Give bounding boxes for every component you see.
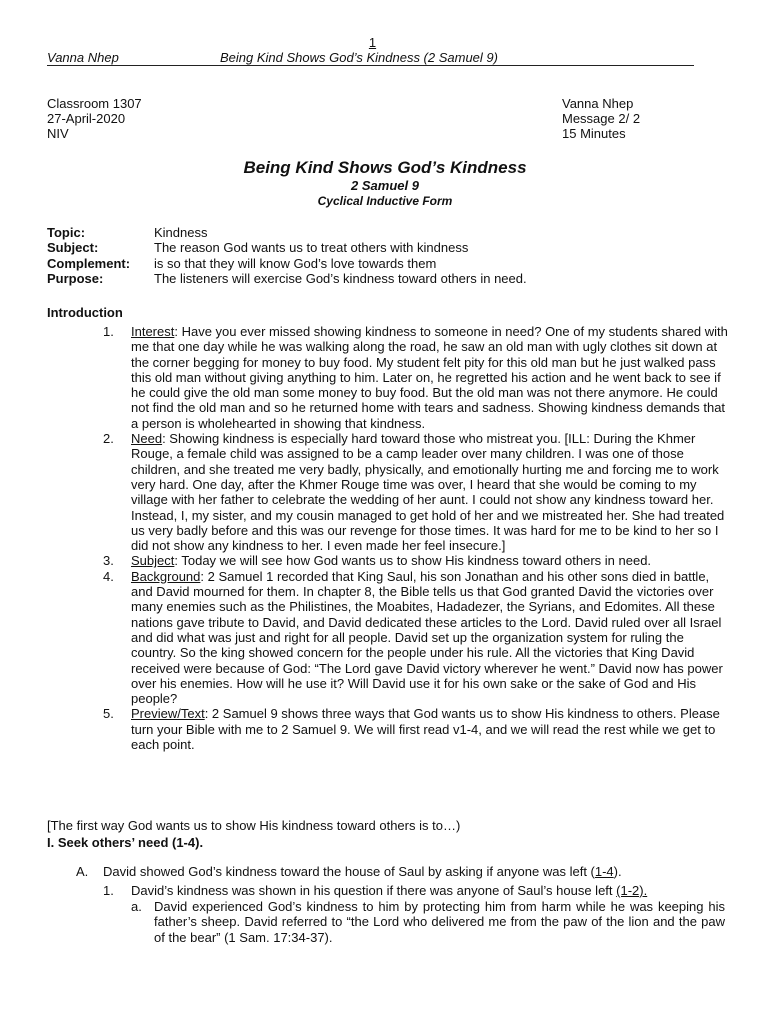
subpoint-marker: a.: [131, 899, 142, 914]
info-label: Topic:: [47, 225, 86, 240]
info-value: is so that they will know God’s love towards them: [154, 255, 437, 271]
meta-message: Message 2/ 2: [562, 111, 641, 126]
scripture-ref: (1-2).: [616, 883, 648, 898]
meta-version: NIV: [47, 126, 69, 141]
item-lead: Interest: [131, 324, 175, 339]
item-text: : Have you ever missed showing kindness to someone in need? One of my students shared with me that one day while he was walking along the road, he saw an old man with ugly clothes sit down at the corner begging for money to buy food. My student felt pity for this old man but he just walked pass this old man without giving anything to him. Later on, he regretted his action and he went back to see if he could give the old man some money to buy food. But the old man was not there anymore. He could not find the old man and so he returned home with tears and sadness. Showing kindness demands that a person is wholehearted in showing that kindness.: [131, 324, 728, 431]
meta-classroom: Classroom 1307: [47, 96, 142, 111]
meta-right: [562, 96, 640, 141]
item-lead: Preview/Text: [131, 706, 205, 722]
item-lead: Need: [131, 431, 163, 447]
subpoint-marker: 1.: [103, 883, 114, 898]
subpoint-end: ).: [613, 864, 622, 879]
item-number: 3.: [103, 553, 114, 569]
item-number: 4.: [103, 568, 114, 584]
subpoint-text: [103, 864, 622, 879]
document-form: Cyclical Inductive Form: [317, 194, 453, 208]
intro-item-need: [103, 431, 728, 553]
intro-item-preview: [103, 706, 728, 752]
header-title: Being Kind Shows God’s Kindness (2 Samuel 9): [220, 50, 498, 65]
info-value: Kindness: [154, 225, 208, 240]
subpoint-a-small: [131, 899, 725, 945]
meta-date: 27-April-2020: [47, 111, 126, 126]
item-number: 1.: [103, 324, 114, 339]
info-value: The reason God wants us to treat others with kindness: [154, 240, 469, 256]
meta-left: [47, 96, 142, 141]
subpoint-text: [131, 883, 647, 898]
item-text: : 2 Samuel 9 shows three ways that God wants us to show His kindness to others. Please turn your Bible with me to 2 Samuel 9. We will first read v1-4, and we will read the rest while we get to each point.: [131, 706, 720, 753]
introduction-heading: Introduction: [47, 305, 123, 320]
scripture-ref: 1-4: [594, 864, 614, 879]
subpoint-body: David showed God’s kindness toward the house of Saul by asking if anyone was left (: [103, 864, 595, 879]
info-label: Subject:: [47, 240, 99, 256]
item-text: : Today we will see how God wants us to show His kindness toward others in need.: [174, 553, 652, 569]
intro-item-interest: [103, 324, 728, 431]
item-lead: Background: [131, 568, 201, 584]
item-number: 2.: [103, 431, 114, 447]
main-point-heading: I. Seek others’ need (1-4).: [47, 835, 204, 850]
introduction-list: [103, 324, 728, 752]
meta-duration: 15 Minutes: [562, 126, 626, 141]
header-author: Vanna Nhep: [47, 50, 119, 65]
info-label: Purpose:: [47, 270, 104, 286]
item-text: : Showing kindness is especially hard toward those who mistreat you. [ILL: During the Khmer Rouge, a female child was assigned to be a camp leader over many children. I was one of those children, and she treated me very badly, physically, and emotionally hurting me and forcing me to work very hard. One day, after the Khmer Rouge time was over, I heard that she would be coming to my village with her father to celebrate the wedding of her aunt. I could not show any kindness toward her. Instead, I, my sister, and my cousin managed to get hold of her and we mistreated her. She had treated us very badly before and this was our revenge for those times. It was hard for me to be kind to her so I did not show any kindness to her. I even made her feel insecure.]: [131, 431, 725, 554]
subpoint-body: David’s kindness was shown in his question if there was anyone of Saul’s house left: [131, 883, 617, 898]
item-text: : 2 Samuel 1 recorded that King Saul, his son Jonathan and his other sons died in battle, and David mourned for them. In chapter 8, the Bible tells us that God granted David the victories over many enemies such as the Philistines, the Moabites, Hadadezer, the Syrians, and Edomites. All these nations gave tribute to David, and David dedicated these articles to the Lord. David ruled over all Israel and did what was just and right for all people. David set up the organization system for ruling the country. So the king showed concern for the people under his rule. All the victories that King David received were because of God: “The Lord gave David victory wherever he went.” David now has power over his enemies. How will he use it? Will David use it for his own sake or the sake of God and His people?: [131, 568, 723, 707]
item-lead: Subject: [131, 553, 175, 569]
info-label: Complement:: [47, 255, 131, 271]
item-number: 5.: [103, 706, 114, 722]
page-number: 1: [368, 35, 377, 50]
running-header: [47, 50, 694, 66]
info-value: The listeners will exercise God’s kindness toward others in need.: [154, 270, 527, 286]
transition-statement: [The first way God wants us to show His kindness toward others is to…): [47, 818, 461, 833]
meta-speaker: Vanna Nhep: [562, 96, 634, 111]
intro-item-subject: [103, 553, 728, 568]
intro-item-background: [103, 569, 728, 707]
subpoint-marker: A.: [76, 864, 89, 879]
document-title: Being Kind Shows God’s Kindness: [243, 158, 527, 177]
document-subtitle: 2 Samuel 9: [351, 178, 419, 193]
subpoint-body: David experienced God’s kindness to him by protecting him from harm while he was keeping his father’s sheep. David referred to “the Lord who delivered me from the paw of the lion and the paw of the bear” (1 Sam. 17:34-37).: [154, 899, 725, 945]
